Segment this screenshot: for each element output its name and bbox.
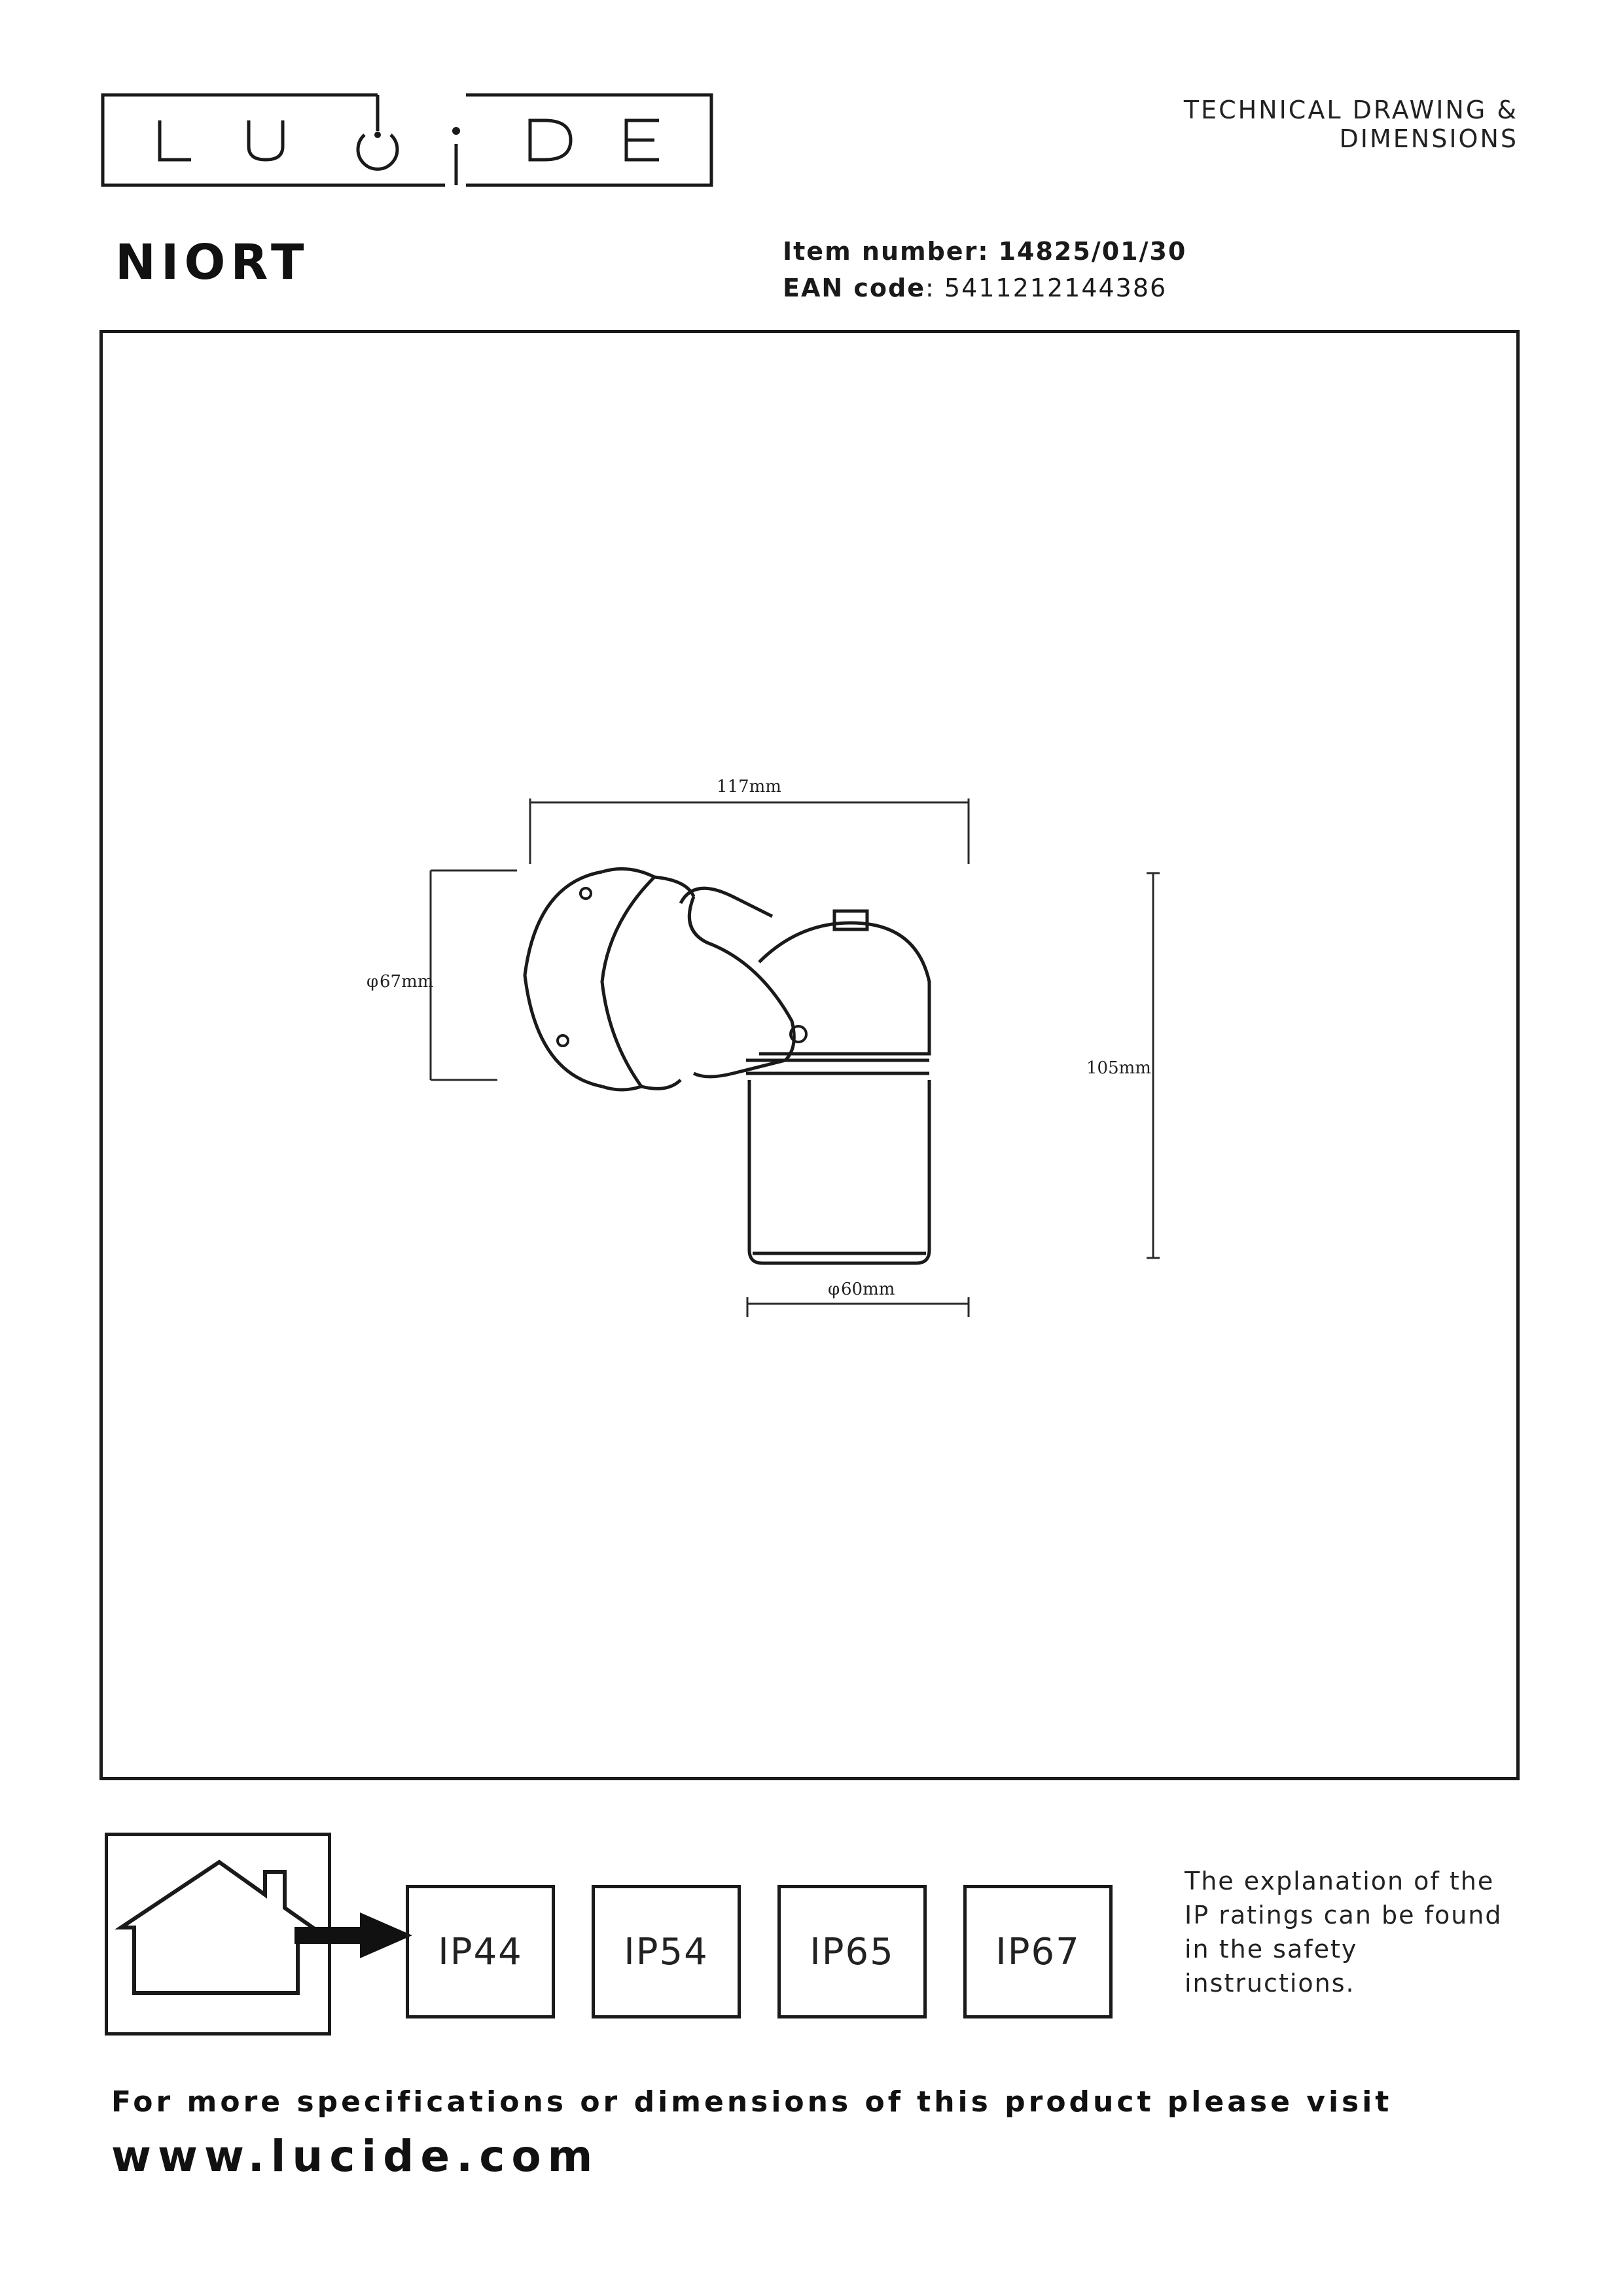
dimension-head-diameter [366,972,433,992]
product-identifiers [783,233,1186,306]
brand-logo [99,92,715,188]
dimension-width-label: 117mm [717,777,781,797]
diameter-symbol: φ [828,1280,840,1299]
ip-explanation-note: The explanation of the IP ratings can be found in the safety instructions. [1185,1867,1503,1998]
ean-label: EAN code [783,274,926,302]
ean-value: 5411212144386 [944,274,1168,302]
dimension-body-diameter [828,1280,895,1299]
item-number-value: 14825/01/30 [998,237,1187,266]
dimension-head-diameter-label: 67mm [380,972,434,992]
ip-rating-box: IP44 [406,1885,555,2018]
document-type: TECHNICAL DRAWING & DIMENSIONS [1183,96,1518,153]
more-info-text: For more specifications or dimensions of this product please visit [111,2085,1393,2119]
arrow-right-icon [294,1909,412,1962]
ip-rating-box: IP65 [777,1885,927,2018]
website-link[interactable]: www.lucide.com [111,2131,599,2181]
item-number-row [783,233,1186,270]
dimension-height-label: 105mm [1086,1058,1151,1078]
diameter-symbol: φ [366,972,379,992]
product-name: NIORT [115,234,310,291]
ip-rating-box: IP67 [963,1885,1113,2018]
ean-row: EAN code: 5411212144386 [783,274,1168,302]
ip-rating-box: IP54 [592,1885,741,2018]
item-number-label: Item number: [783,237,990,266]
technical-drawing [340,766,1191,1335]
dimension-body-diameter-label: 60mm [841,1280,895,1299]
